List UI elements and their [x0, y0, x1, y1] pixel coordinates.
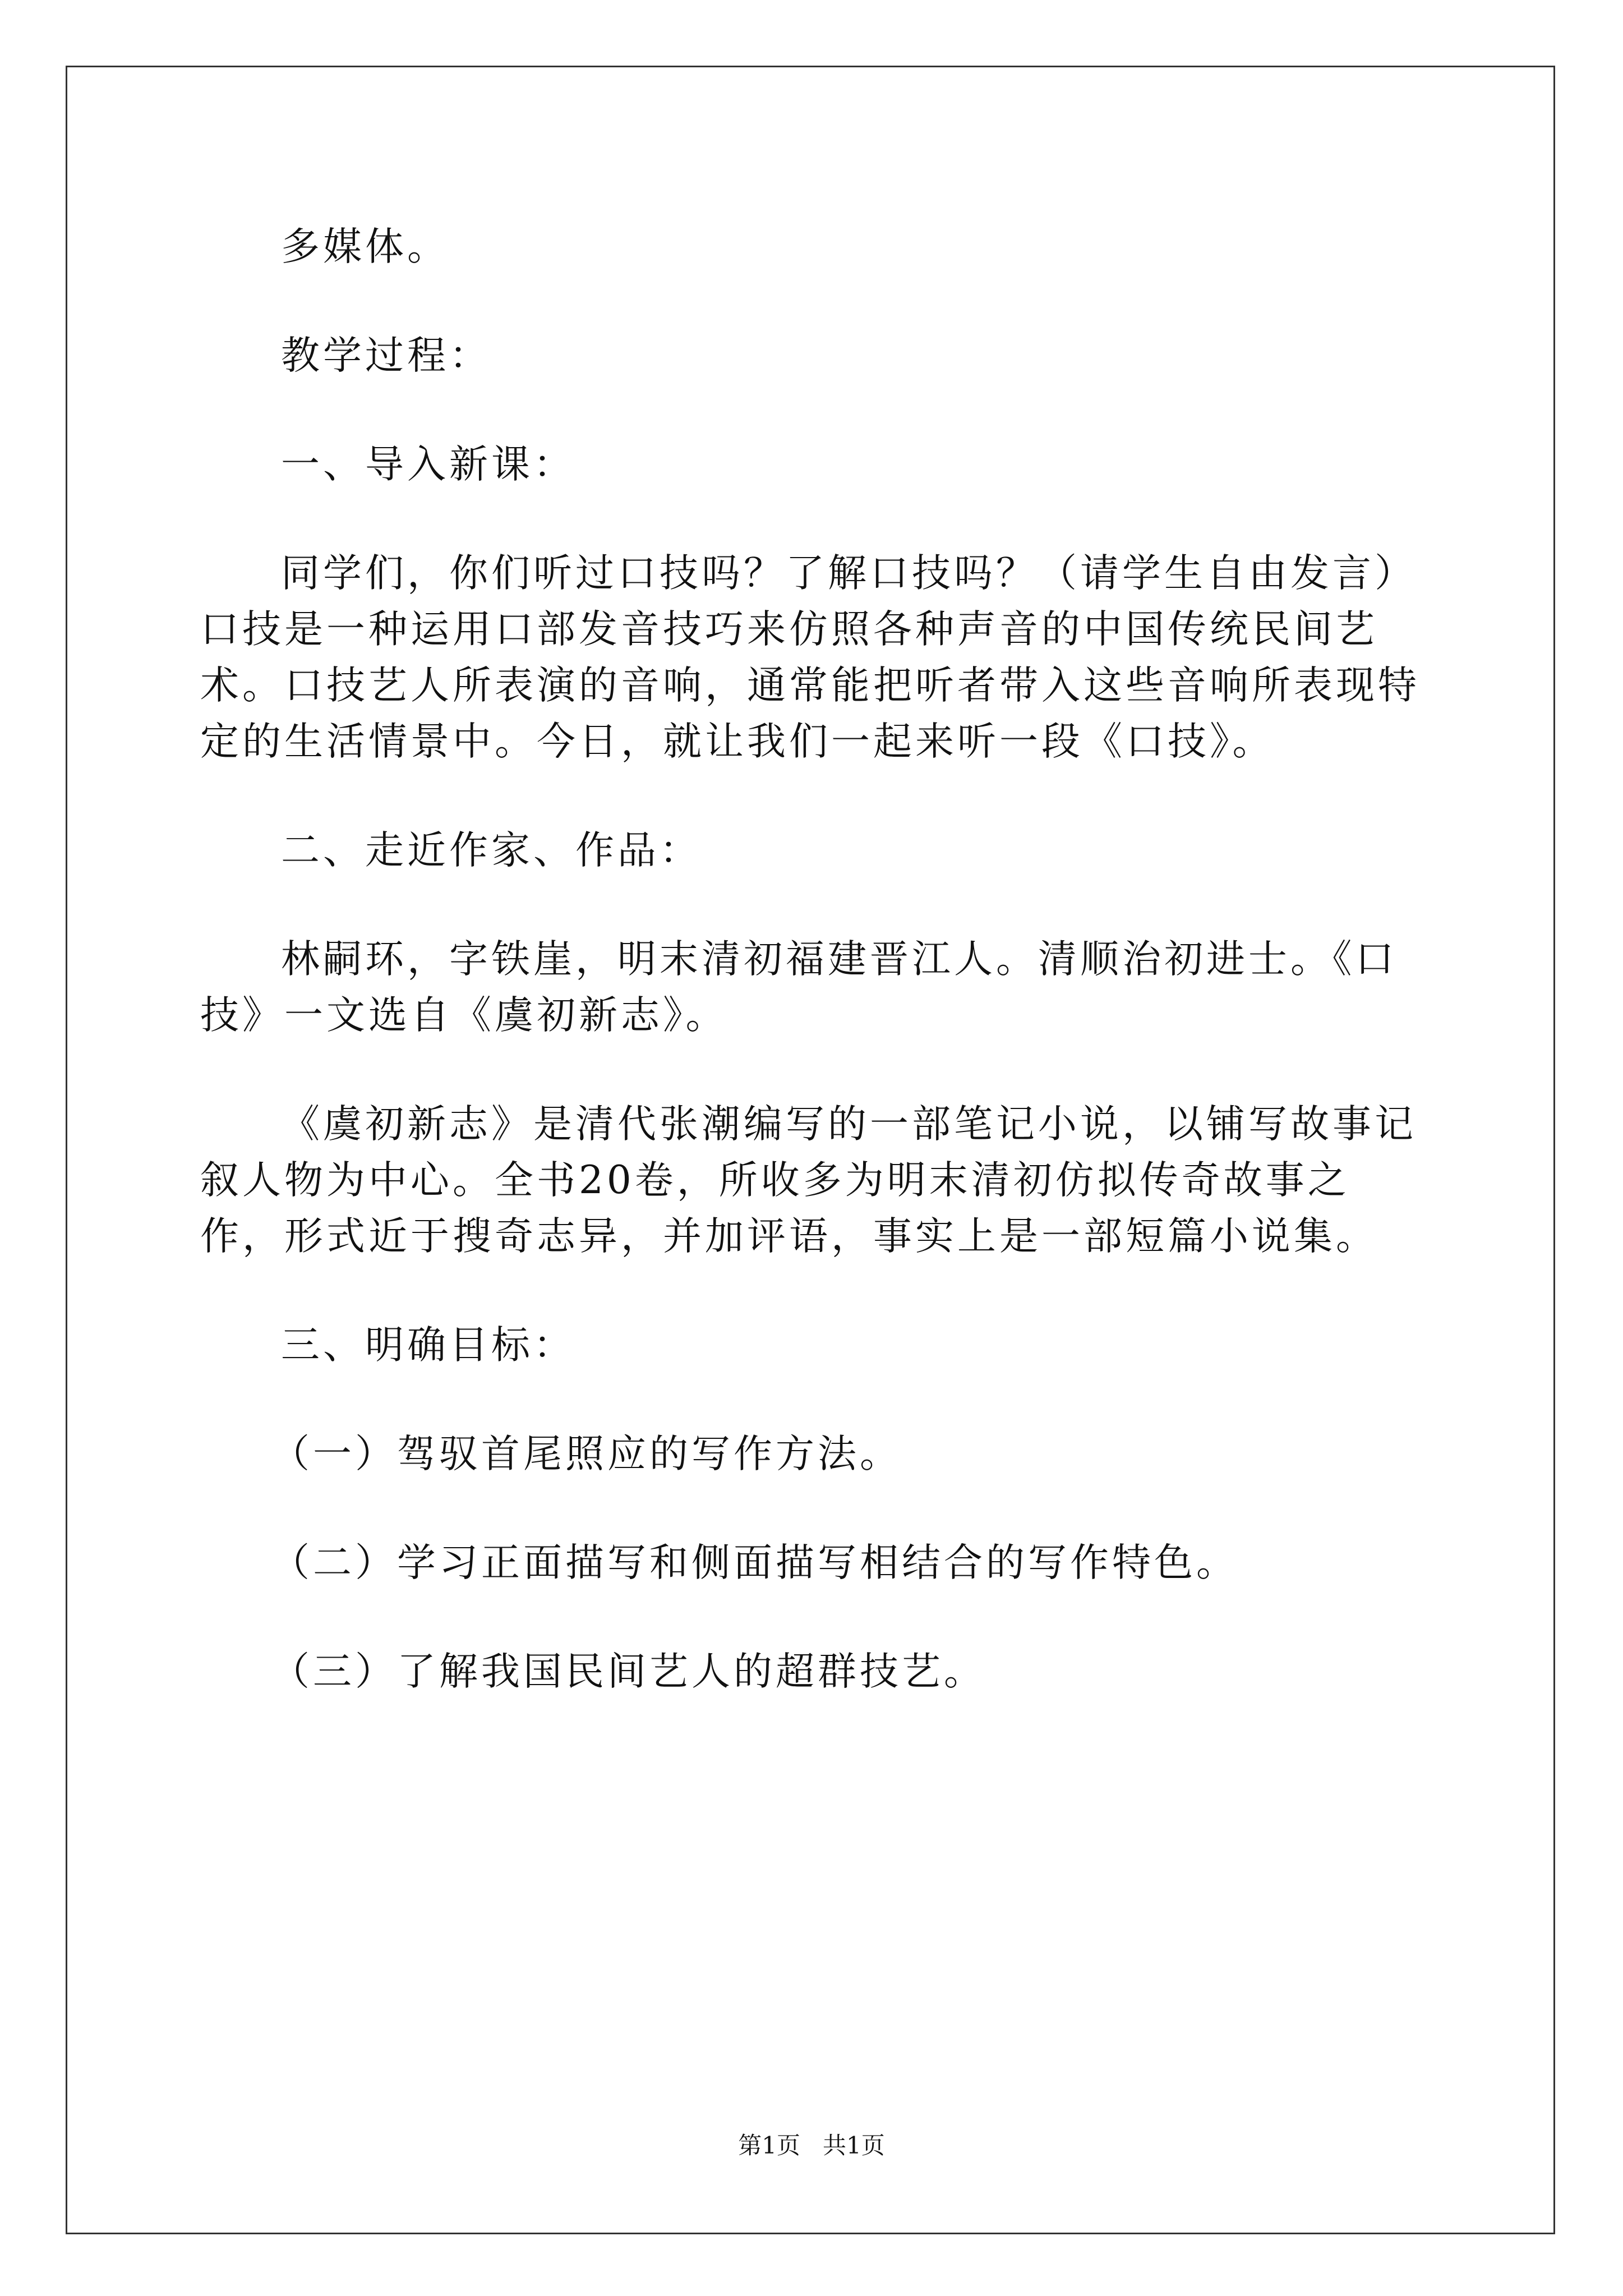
paragraph: 林嗣环，字铁崖，明末清初福建晋江人。清顺治初进士。《口技》一文选自《虞初新志》。 [200, 937, 1398, 1038]
document-body [200, 219, 1423, 1700]
page-total: 共1页 [823, 2132, 885, 2159]
page-footer [0, 2132, 1623, 2160]
page-number: 第1页 [738, 2132, 800, 2159]
paragraph: （三）了解我国民间艺人的超群技艺。 [271, 1649, 986, 1694]
paragraph: （二）学习正面描写和侧面描写相结合的写作特色。 [271, 1540, 1238, 1585]
paragraph: 多媒体。 [281, 224, 449, 269]
paragraph: 二、走近作家、作品： [281, 828, 702, 873]
paragraph: 三、明确目标： [281, 1323, 575, 1368]
paragraph: 教学过程： [281, 333, 491, 378]
paragraph: 同学们，你们听过口技吗？了解口技吗？（请学生自由发言）口技是一种运用口部发音技巧来仿照各种声音的中国传统民间艺术。口技艺人所表演的音响，通常能把听者带入这些音响所表现特定的生活情景中。今日，就让我们一起来听一段《口技》。 [200, 551, 1420, 764]
paragraph: 一、导入新课： [281, 442, 575, 487]
paragraph: （一）驾驭首尾照应的写作方法。 [271, 1432, 902, 1476]
paragraph: 《虞初新志》是清代张潮编写的一部笔记小说，以铺写故事记叙人物为中心。全书20卷，所收多为明末清初仿拟传奇故事之作，形式近于搜奇志异，并加评语，事实上是一部短篇小说集。 [200, 1102, 1417, 1259]
